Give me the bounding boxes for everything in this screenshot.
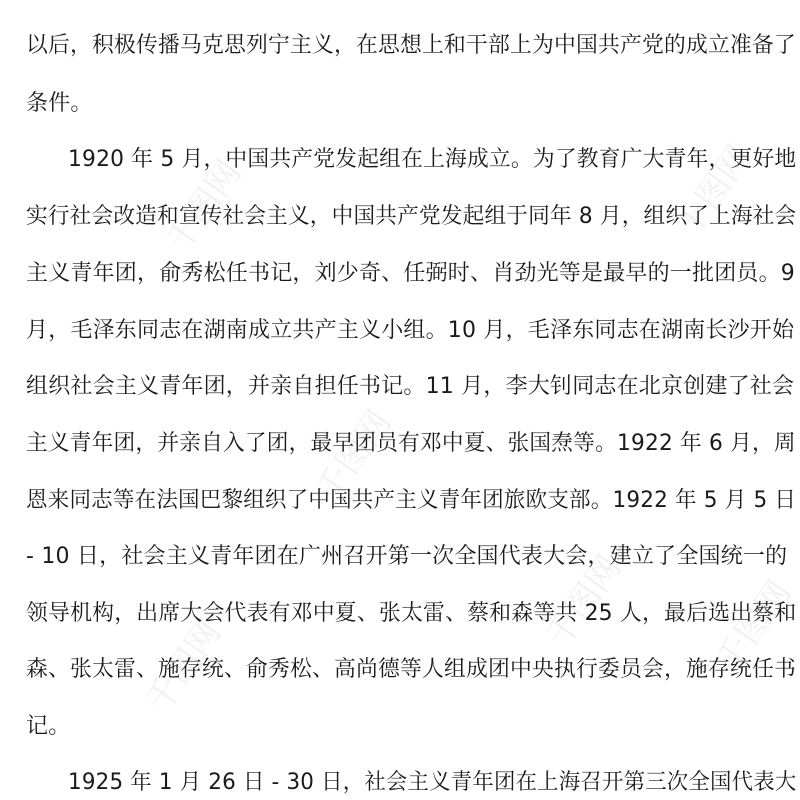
text-line: 实行社会改造和宣传社会主义，中国共产党发起组于同年 8 月，组织了上海社会	[26, 204, 797, 229]
text-line: 主义青年团，并亲自入了团，最早团员有邓中夏、张国焘等。1922 年 6 月，周	[26, 431, 796, 456]
text-line: - 10 日，社会主义青年团在广州召开第一次全国代表大会，建立了全国统一的	[26, 544, 788, 569]
text-line: 以后，积极传播马克思列宁主义，在思想上和干部上为中国共产党的成立准备了	[26, 33, 797, 58]
text-line: 主义青年团，俞秀松任书记，刘少奇、任弼时、肖劲光等是最早的一批团员。9	[26, 261, 795, 286]
watermark: 千图网	[308, 403, 400, 510]
text-line: 领导机构，出席大会代表有邓中夏、张太雷、蔡和森等共 25 人，最后选出蔡和	[26, 601, 797, 626]
watermark: 千图网	[538, 548, 630, 655]
text-line: 组织社会主义青年团，并亲自担任书记。11 月，李大钊同志在北京创建了社会	[26, 374, 795, 399]
watermark: 千图网	[708, 573, 800, 680]
watermark: 千图网	[158, 153, 250, 260]
text-line: 月，毛泽东同志在湖南成立共产主义小组。10 月，毛泽东同志在湖南长沙开始	[26, 318, 795, 343]
text-line: 森、张太雷、施存统、俞秀松、高尚德等人组成团中央执行委员会，施存统任书	[26, 657, 797, 682]
text-line: 1925 年 1 月 26 日 - 30 日，社会主义青年团在上海召开第三次全国代表大	[68, 770, 797, 795]
text-line: 1920 年 5 月，中国共产党发起组在上海成立。为了教育广大青年，更好地	[68, 147, 797, 172]
text-line: 记。	[26, 714, 71, 739]
watermark: 千图网	[668, 138, 760, 245]
text-line: 恩来同志等在法国巴黎组织了中国共产主义青年团旅欧支部。1922 年 5 月 5 日	[26, 488, 797, 513]
watermark: 千图网	[138, 613, 230, 720]
text-line: 条件。	[26, 91, 93, 116]
